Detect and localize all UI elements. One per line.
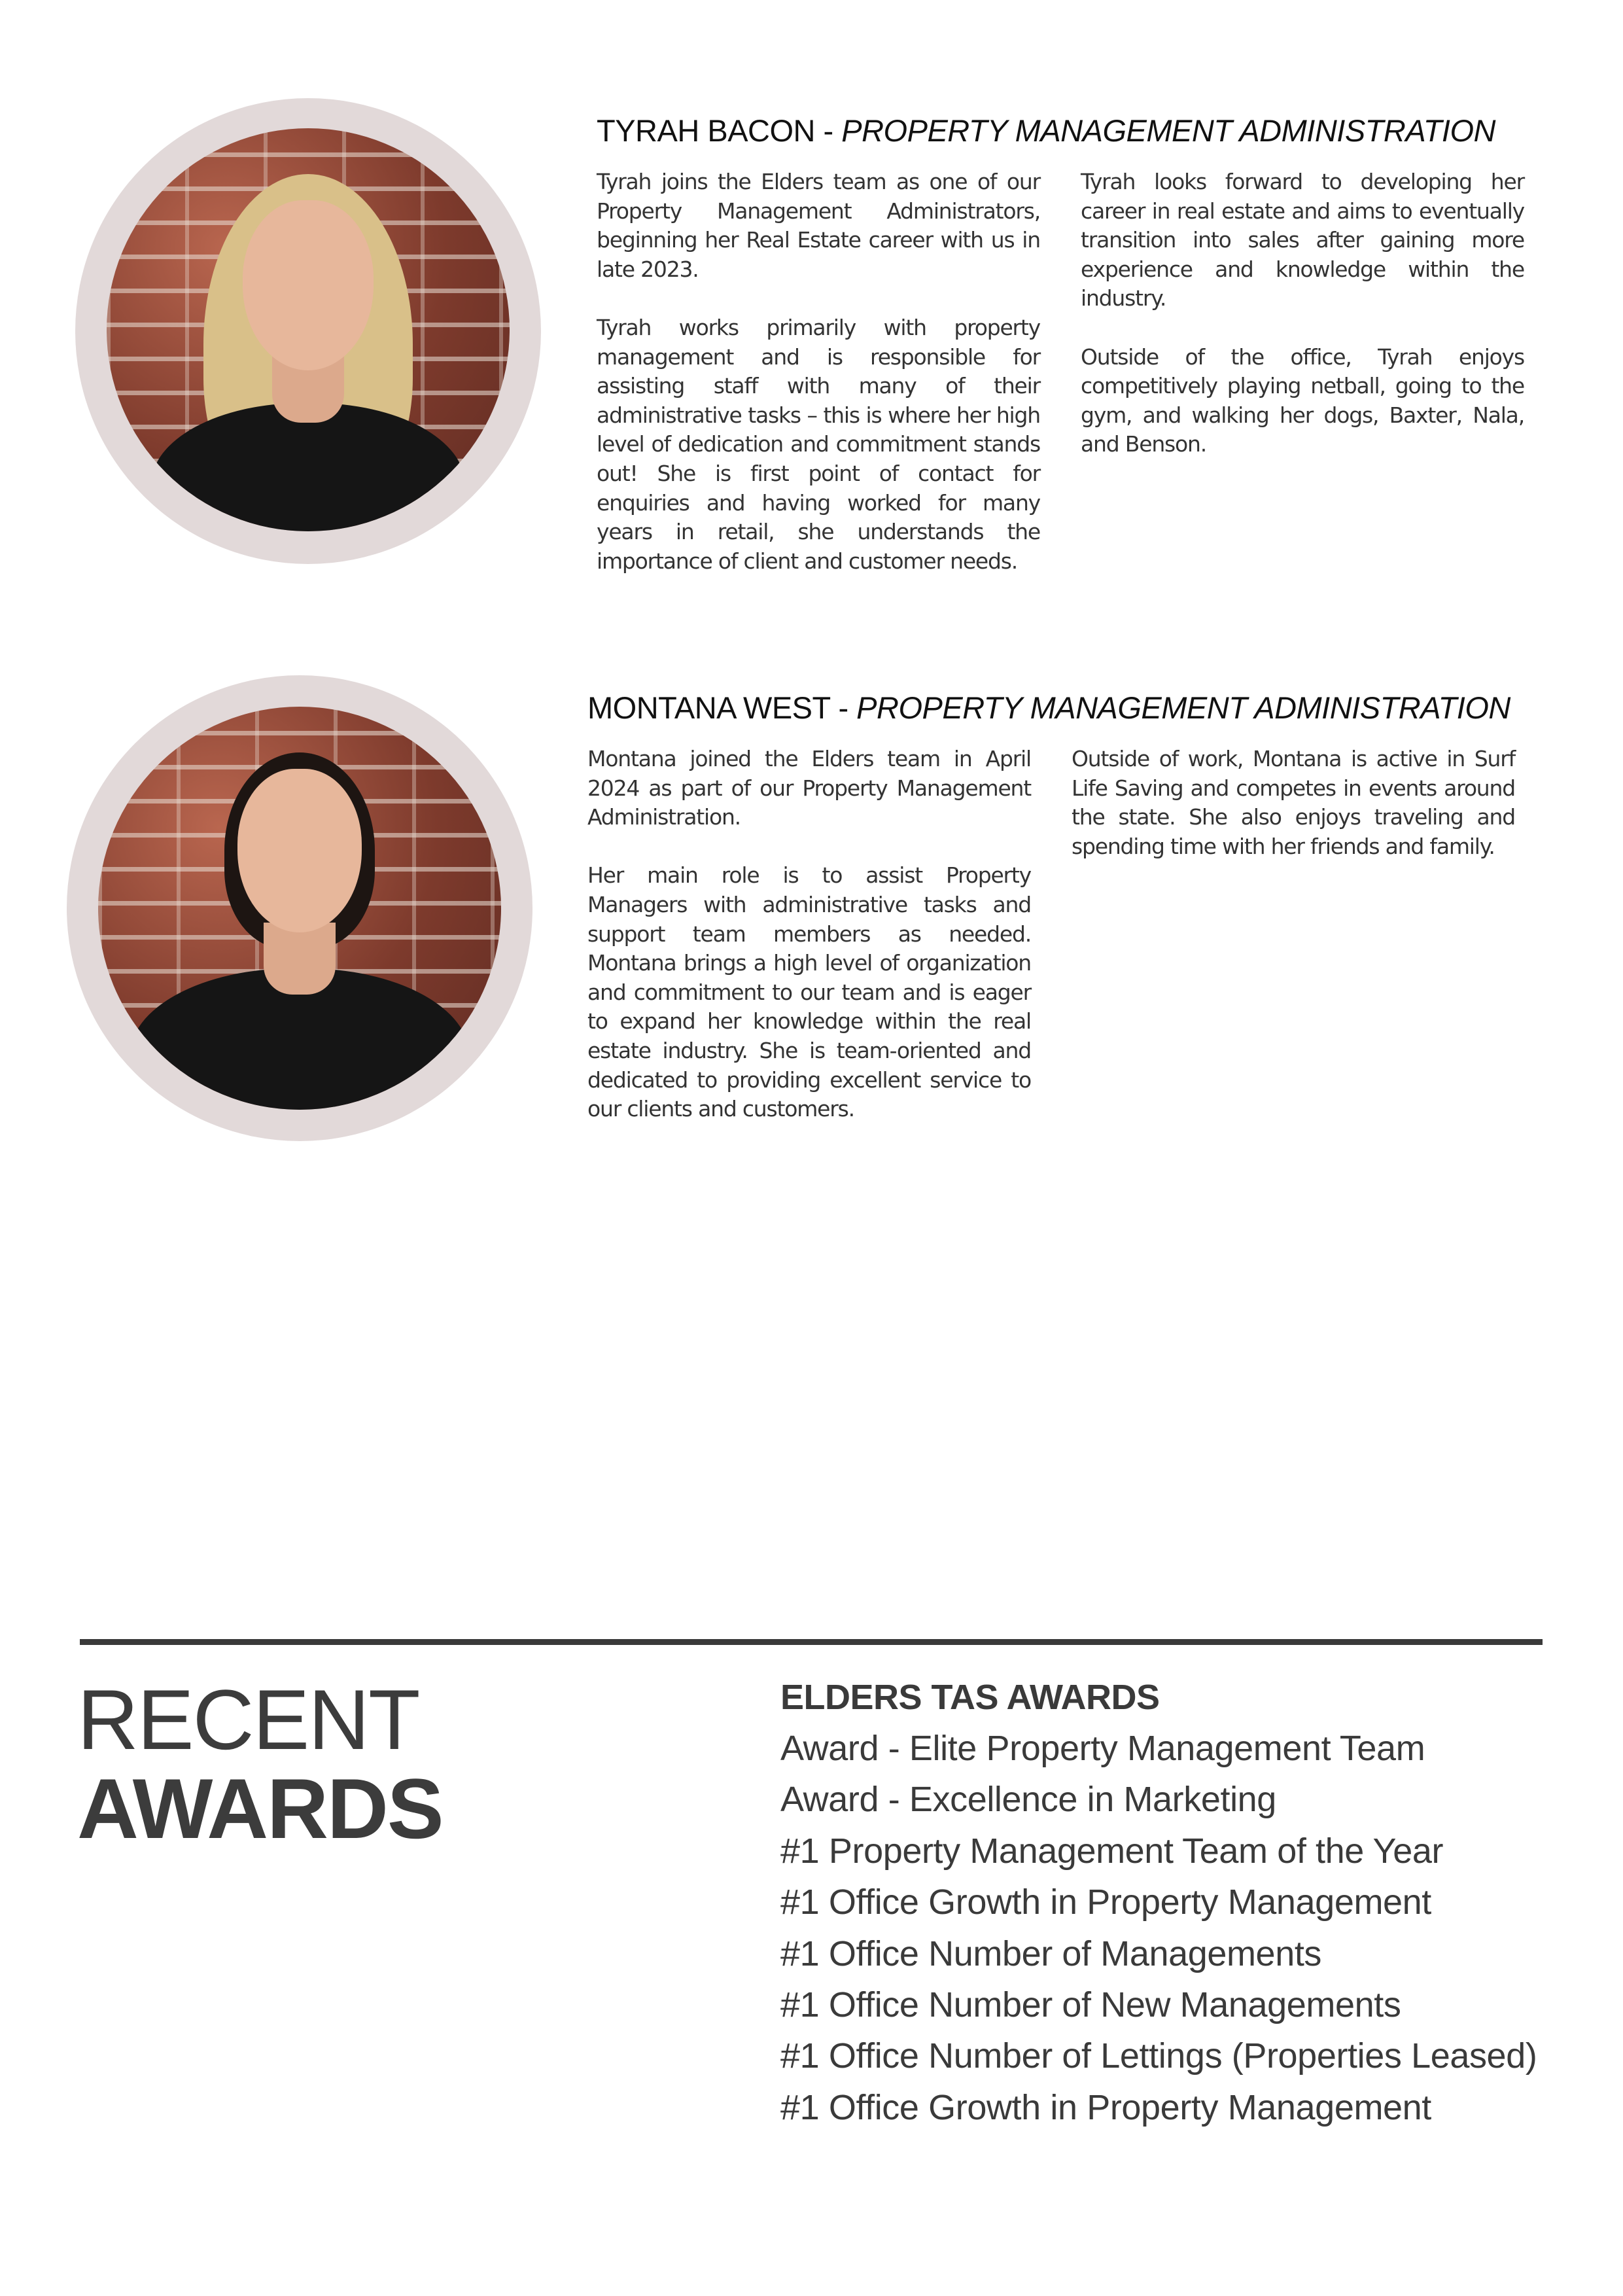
section-divider bbox=[80, 1639, 1543, 1645]
profile-name: MONTANA WEST - bbox=[587, 690, 848, 725]
profile-title-tyrah bbox=[597, 113, 1495, 149]
profile-role: PROPERTY MANAGEMENT ADMINISTRATION bbox=[841, 113, 1495, 148]
bio-paragraph: Tyrah works primarily with property management and is responsible for assisting staff with many of their administrative tasks – this is where her high level of dedication and commitment stands out! She is first point of contact for enquiries and having worked for many years in retail, she understands the importance of client and customer needs. bbox=[597, 314, 1040, 574]
awards-organisation: ELDERS TAS AWARDS bbox=[780, 1678, 1160, 1717]
awards-heading-light: RECENT bbox=[77, 1672, 419, 1767]
award-item: #1 Office Number of New Managements bbox=[780, 1985, 1401, 2025]
awards-heading bbox=[77, 1672, 443, 1856]
award-item: #1 Office Growth in Property Management bbox=[780, 1882, 1431, 1922]
bio-paragraph: Montana joined the Elders team in April 2024 as part of our Property Management Administration. bbox=[587, 746, 1031, 830]
profile-bio-col1-tyrah bbox=[597, 168, 1040, 576]
profile-photo-frame-montana bbox=[67, 675, 532, 1141]
profile-photo-tyrah bbox=[107, 128, 510, 531]
award-item: Award - Excellence in Marketing bbox=[780, 1780, 1276, 1820]
award-item: #1 Property Management Team of the Year bbox=[780, 1831, 1444, 1871]
award-item: #1 Office Number of Managements bbox=[780, 1934, 1322, 1973]
bio-paragraph: Tyrah looks forward to developing her career in real estate and aims to eventually transition into sales after gaining more experience and knowledge within the industry. bbox=[1081, 169, 1524, 311]
bio-paragraph: Outside of the office, Tyrah enjoys competitively playing netball, going to the gym, and walking her dogs, Baxter, Nala, and Benson. bbox=[1081, 344, 1524, 457]
profile-photo-frame-tyrah bbox=[75, 98, 541, 564]
profile-name: TYRAH BACON - bbox=[597, 113, 833, 148]
awards-list bbox=[780, 1672, 1537, 2133]
profile-bio-col1-montana bbox=[587, 745, 1031, 1124]
bio-paragraph: Her main role is to assist Property Managers with administrative tasks and support team members as needed. Montana brings a high level of organization and commitment to our team and is eager to expand her knowledge within the real estate industry. She is team-oriented and dedicated to providing excellent service to our clients and customers. bbox=[587, 862, 1031, 1122]
profile-title-montana bbox=[587, 690, 1510, 726]
profile-bio-col2-tyrah bbox=[1081, 168, 1524, 459]
profile-photo-montana bbox=[98, 707, 501, 1110]
award-item: #1 Office Number of Lettings (Properties Leased) bbox=[780, 2036, 1537, 2076]
bio-paragraph: Outside of work, Montana is active in Surf Life Saving and competes in events around the state. She also enjoys traveling and spending time with her friends and family. bbox=[1072, 746, 1515, 859]
award-item: #1 Office Growth in Property Management bbox=[780, 2087, 1431, 2127]
profile-role: PROPERTY MANAGEMENT ADMINISTRATION bbox=[856, 690, 1510, 725]
bio-paragraph: Tyrah joins the Elders team as one of our Property Management Administrators, beginning her Real Estate career with us in late 2023. bbox=[597, 169, 1040, 282]
award-item: Award - Elite Property Management Team bbox=[780, 1729, 1425, 1768]
profile-bio-col2-montana bbox=[1072, 745, 1515, 861]
awards-heading-bold: AWARDS bbox=[77, 1761, 443, 1856]
